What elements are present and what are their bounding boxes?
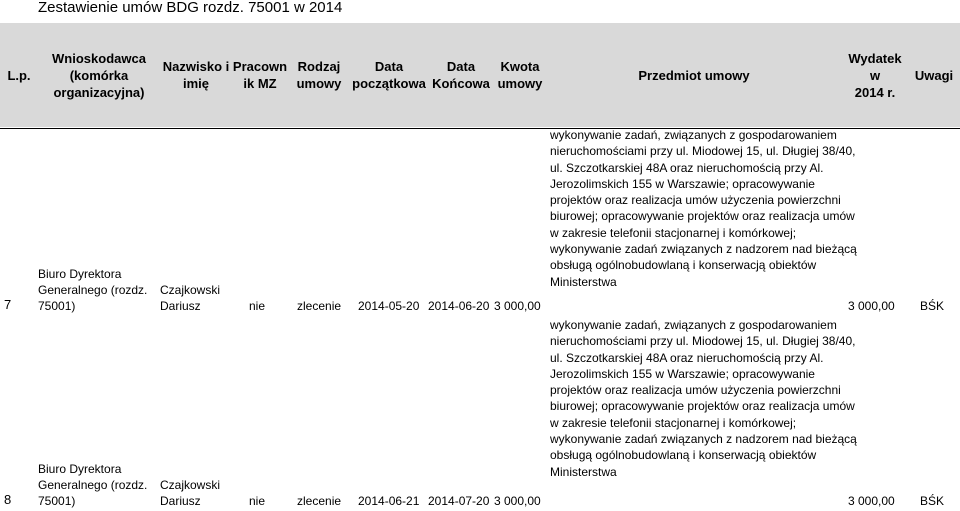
row-kwota: 3 000,00 (494, 299, 541, 313)
header-uwagi: Uwagi (914, 67, 954, 83)
header-data-poczatkowa: Data początkowa (352, 59, 426, 91)
row-rodzaj: zlecenie (297, 299, 342, 313)
row-wydatek: 3 000,00 (848, 299, 895, 313)
sheet-title: Zestawienie umów BDG rozdz. 75001 w 2014 (38, 0, 343, 16)
row-rodzaj: zlecenie (297, 494, 342, 508)
table-header (0, 23, 960, 127)
row-nazwisko: Czajkowski Dariusz (160, 478, 221, 508)
row-nazwisko: Czajkowski Dariusz (160, 283, 221, 313)
row-lp: 7 (4, 297, 12, 312)
row-przedmiot: wykonywanie zadań, związanych z gospodarowaniem nieruchomościami przy ul. Miodowej 15, ul. Długiej 38/40, ul. Szczotkarskiej 48A oraz nieruchomością przy Al. Jerozolimskich 155 w Warszawie; opracowywanie projektów oraz realizacja umów użyczenia powierzchni biurowej; opracowywanie projektów oraz realizacja umów w zakresie telefonii stacjonarnej i komórkowej; wykonywanie zadań związanych z nadzorem nad bieżącą obsługą ogólnobudowlaną i konserwacją obiektów Ministerstwa (550, 318, 857, 479)
row-przedmiot: wykonywanie zadań, związanych z gospodarowaniem nieruchomościami przy ul. Miodowej 15, ul. Długiej 38/40, ul. Szczotkarskiej 48A oraz nieruchomością przy Al. Jerozolimskich 155 w Warszawie; opracowywanie projektów oraz realizacja umów użyczenia powierzchni biurowej; opracowywanie projektów oraz realizacja umów w zakresie telefonii stacjonarnej i komórkowej; wykonywanie zadań związanych z nadzorem nad bieżącą obsługą ogólnobudowlaną i konserwacją obiektów Ministerstwa (550, 128, 857, 289)
row-wydatek: 3 000,00 (848, 494, 895, 508)
header-nazwisko: Nazwisko i imię (162, 59, 230, 91)
row-data-poczatkowa: 2014-06-21 (358, 494, 420, 508)
row-uwagi: BŚK (920, 494, 945, 508)
row-data-koncowa: 2014-07-20 (428, 494, 490, 508)
header-data-koncowa: Data Końcowa (432, 59, 490, 91)
row-data-koncowa: 2014-06-20 (428, 299, 490, 313)
row-lp: 8 (4, 492, 12, 507)
row-uwagi: BŚK (920, 299, 945, 313)
header-rodzaj: Rodzaj umowy (296, 59, 342, 91)
header-pracownik: Pracown ik MZ (232, 59, 288, 91)
row-wnioskodawca: Biuro Dyrektora Generalnego (rozdz. 75001) (38, 267, 148, 313)
row-pracownik: nie (249, 494, 266, 508)
header-wnioskodawca: Wnioskodawca (komórka organizacyjna) (52, 50, 146, 100)
row-data-poczatkowa: 2014-05-20 (358, 299, 420, 313)
row-pracownik: nie (249, 299, 266, 313)
row-wnioskodawca: Biuro Dyrektora Generalnego (rozdz. 75001) (38, 462, 148, 508)
header-wydatek: Wydatek w 2014 r. (848, 50, 902, 100)
row-kwota: 3 000,00 (494, 494, 541, 508)
header-kwota: Kwota umowy (497, 59, 543, 91)
header-lp: L.p. (7, 67, 31, 83)
header-przedmiot: Przedmiot umowy (638, 67, 750, 83)
